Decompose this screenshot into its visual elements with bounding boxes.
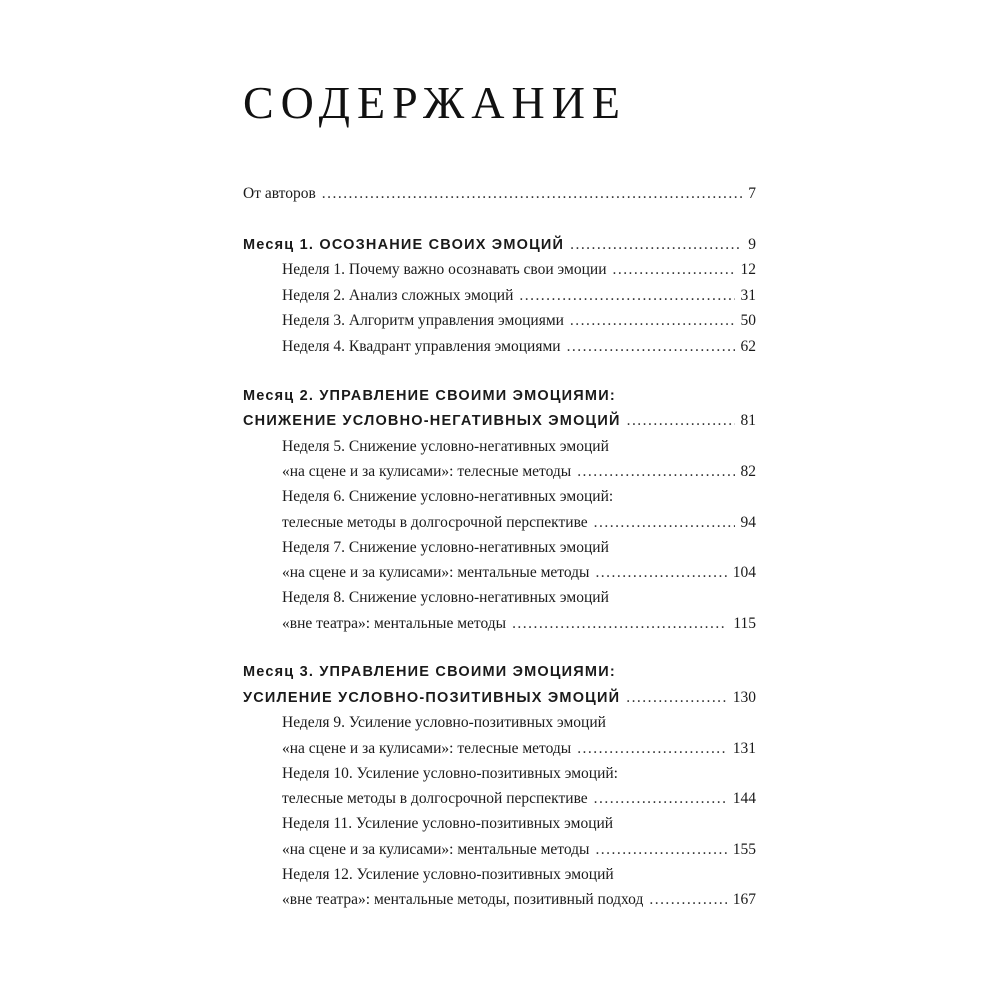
toc-entry-week-1[interactable] — [282, 259, 756, 281]
leader-dots — [322, 183, 742, 205]
leader-dots — [595, 839, 726, 861]
toc-month-label: СНИЖЕНИЕ УСЛОВНО-НЕГАТИВНЫХ ЭМОЦИЙ — [243, 413, 621, 429]
toc-page-number: 82 — [740, 463, 756, 480]
toc-week-label: «на сцене и за кулисами»: телесные методы — [282, 740, 572, 757]
toc-entry-week-5[interactable] — [282, 461, 756, 483]
leader-dots — [594, 788, 727, 810]
toc-entry-week-7[interactable] — [282, 562, 756, 584]
toc-week-label: телесные методы в долгосрочной перспективе — [282, 514, 588, 531]
toc-entry-week-3[interactable] — [282, 310, 756, 332]
toc-page-number: 7 — [748, 185, 756, 202]
toc-page-number: 81 — [740, 412, 756, 429]
toc-page-number: 144 — [732, 790, 756, 807]
leader-dots — [627, 410, 735, 432]
toc-entry-intro[interactable] — [243, 183, 756, 205]
leader-dots — [519, 285, 734, 307]
toc-entry-week-10[interactable] — [282, 788, 756, 810]
toc-week-7-line1[interactable]: Неделя 7. Снижение условно-негативных эмоций — [282, 539, 609, 556]
toc-week-label: Неделя 3. Алгоритм управления эмоциями — [282, 312, 564, 329]
leader-dots — [577, 738, 727, 760]
leader-dots — [594, 512, 735, 534]
toc-entry-month-1[interactable] — [243, 234, 756, 256]
leader-dots — [626, 687, 727, 709]
toc-entry-week-12[interactable] — [282, 889, 756, 911]
leader-dots — [512, 613, 727, 635]
toc-week-6-line1[interactable]: Неделя 6. Снижение условно-негативных эмоций: — [282, 488, 614, 505]
leader-dots — [577, 461, 734, 483]
leader-dots — [613, 259, 735, 281]
toc-page-number: 62 — [740, 338, 756, 355]
toc-week-10-line1[interactable]: Неделя 10. Усиление условно-позитивных эмоций: — [282, 765, 618, 782]
toc-entry-month-3[interactable] — [243, 687, 756, 709]
toc-page-number: 31 — [740, 287, 756, 304]
toc-entry-week-4[interactable] — [282, 336, 756, 358]
leader-dots — [567, 336, 735, 358]
toc-page-number: 155 — [732, 841, 756, 858]
page-title: СОДЕРЖАНИЕ — [243, 77, 628, 128]
toc-week-label: Неделя 2. Анализ сложных эмоций — [282, 287, 514, 304]
toc-week-label: «вне театра»: ментальные методы — [282, 615, 507, 632]
leader-dots — [595, 562, 726, 584]
toc-page-number: 130 — [732, 689, 756, 706]
toc-week-8-line1[interactable]: Неделя 8. Снижение условно-негативных эмоций — [282, 589, 609, 606]
leader-dots — [570, 234, 742, 256]
toc-week-label: телесные методы в долгосрочной перспективе — [282, 790, 588, 807]
toc-week-label: «вне театра»: ментальные методы, позитивный подход — [282, 891, 644, 908]
toc-entry-week-9[interactable] — [282, 738, 756, 760]
toc-week-9-line1[interactable]: Неделя 9. Усиление условно-позитивных эмоций — [282, 714, 606, 731]
toc-page-number: 12 — [740, 261, 756, 278]
toc-week-label: «на сцене и за кулисами»: ментальные методы — [282, 841, 590, 858]
toc-page-number: 115 — [733, 615, 756, 632]
toc-week-11-line1[interactable]: Неделя 11. Усиление условно-позитивных эмоций — [282, 815, 614, 832]
toc-entry-week-6[interactable] — [282, 512, 756, 534]
toc-page-number: 131 — [732, 740, 756, 757]
toc-entry-label: От авторов — [243, 185, 316, 202]
toc-week-5-line1[interactable]: Неделя 5. Снижение условно-негативных эмоций — [282, 438, 609, 455]
leader-dots — [570, 310, 735, 332]
toc-month-3-line1[interactable]: Месяц 3. УПРАВЛЕНИЕ СВОИМИ ЭМОЦИЯМИ: — [243, 664, 616, 680]
toc-entry-week-11[interactable] — [282, 839, 756, 861]
toc-week-label: «на сцене и за кулисами»: телесные методы — [282, 463, 572, 480]
toc-month-2-line1[interactable]: Месяц 2. УПРАВЛЕНИЕ СВОИМИ ЭМОЦИЯМИ: — [243, 388, 616, 404]
toc-page-number: 94 — [740, 514, 756, 531]
toc-month-label: УСИЛЕНИЕ УСЛОВНО-ПОЗИТИВНЫХ ЭМОЦИЙ — [243, 690, 621, 706]
toc-page-number: 104 — [732, 564, 756, 581]
toc-entry-week-8[interactable] — [282, 613, 756, 635]
toc-week-label: «на сцене и за кулисами»: ментальные методы — [282, 564, 590, 581]
leader-dots — [649, 889, 726, 911]
toc-week-label: Неделя 4. Квадрант управления эмоциями — [282, 338, 561, 355]
toc-entry-month-2[interactable] — [243, 410, 756, 432]
toc-entry-week-2[interactable] — [282, 285, 756, 307]
toc-week-12-line1[interactable]: Неделя 12. Усиление условно-позитивных эмоций — [282, 866, 614, 883]
toc-week-label: Неделя 1. Почему важно осознавать свои эмоции — [282, 261, 607, 278]
toc-month-label: Месяц 1. ОСОЗНАНИЕ СВОИХ ЭМОЦИЙ — [243, 237, 565, 253]
toc-page-number: 167 — [732, 891, 756, 908]
toc-page-number: 50 — [740, 312, 756, 329]
toc-page-number: 9 — [748, 236, 756, 253]
